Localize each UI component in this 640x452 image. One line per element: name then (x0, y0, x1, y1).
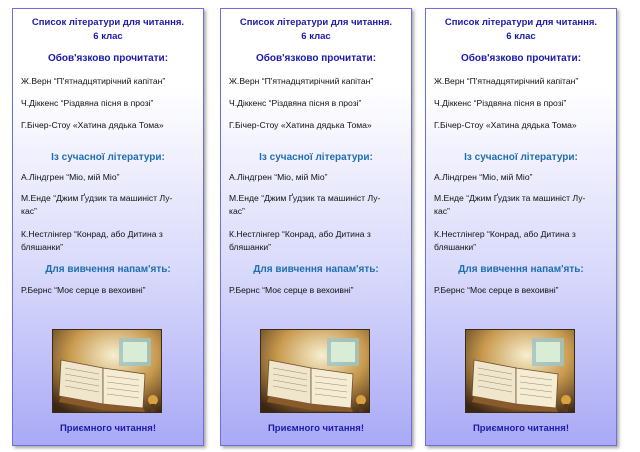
open-book-illustration (260, 329, 370, 413)
modern-item-line-1: М.Енде “Джим Ґудзик та машиніст Лу- (229, 193, 381, 203)
modern-item (229, 192, 405, 218)
modern-item (21, 171, 197, 184)
modern-item-line-1: К.Нестлінгер “Конрад, або Дитина з (21, 229, 163, 239)
title-line-2: 6 клас (506, 31, 536, 42)
card-title (13, 16, 203, 44)
modern-item (229, 171, 405, 184)
enjoy-reading-footer: Приємного читання! (267, 423, 365, 434)
modern-item (434, 192, 610, 218)
must-read-item: Ч.Діккенс “Різдвяна пісня в прозі” (434, 98, 567, 108)
modern-item (229, 228, 405, 254)
modern-item-line-1: М.Енде “Джим Ґудзик та машиніст Лу- (21, 193, 173, 203)
modern-item-line-1: К.Нестлінгер “Конрад, або Дитина з (434, 229, 576, 239)
modern-item (21, 228, 197, 254)
enjoy-reading-footer: Приємного читання! (59, 423, 157, 434)
memorize-heading: Для вивчення напам'ять: (253, 264, 379, 275)
open-book-icon (466, 330, 575, 413)
bookmark-card-3 (425, 8, 617, 446)
title-line-2: 6 клас (301, 31, 331, 42)
must-read-item: Г.Бічер-Стоу «Хатина дядька Тома» (21, 120, 164, 130)
card-title (426, 16, 616, 44)
modern-item-line-1: М.Енде “Джим Ґудзик та машиніст Лу- (434, 193, 586, 203)
bookmark-card-2 (220, 8, 412, 446)
title-line-1: Список літератури для читання. (239, 17, 393, 28)
memorize-heading: Для вивчення напам'ять: (458, 264, 584, 275)
bookmark-card-1 (12, 8, 204, 446)
must-read-item: Ж.Верн “П'ятнадцятирічний капітан” (21, 76, 166, 86)
modern-item-line-2: кас” (434, 206, 450, 216)
modern-item-line-2: кас” (21, 206, 37, 216)
modern-item-line-1: А.Ліндгрен “Міо, мій Міо” (229, 172, 328, 182)
must-read-heading: Обов'язково прочитати: (460, 53, 582, 64)
enjoy-reading-footer: Приємного читання! (472, 423, 570, 434)
open-book-illustration (465, 329, 575, 413)
memorize-item: Р.Бернс “Моє серце в вехоивні” (21, 285, 146, 295)
title-line-1: Список літератури для читання. (31, 17, 185, 28)
card-title (221, 16, 411, 44)
title-line-1: Список літератури для читання. (444, 17, 598, 28)
modern-item-line-1: К.Нестлінгер “Конрад, або Дитина з (229, 229, 371, 239)
modern-literature-heading: Із сучасної літератури: (51, 152, 165, 163)
open-book-icon (261, 330, 370, 413)
modern-item-line-2: бляшанки” (21, 242, 64, 252)
modern-literature-heading: Із сучасної літератури: (259, 152, 373, 163)
modern-item (434, 171, 610, 184)
modern-item-line-2: кас” (229, 206, 245, 216)
modern-item (21, 192, 197, 218)
modern-item-line-1: А.Ліндгрен “Міо, мій Міо” (434, 172, 533, 182)
modern-item-line-2: бляшанки” (229, 242, 272, 252)
memorize-item: Р.Бернс “Моє серце в вехоивні” (229, 285, 354, 295)
title-line-2: 6 клас (93, 31, 123, 42)
open-book-icon (53, 330, 162, 413)
must-read-item: Г.Бічер-Стоу «Хатина дядька Тома» (229, 120, 372, 130)
must-read-heading: Обов'язково прочитати: (47, 53, 169, 64)
modern-item (434, 228, 610, 254)
memorize-heading: Для вивчення напам'ять: (45, 264, 171, 275)
modern-item-line-1: А.Ліндгрен “Міо, мій Міо” (21, 172, 120, 182)
must-read-item: Ж.Верн “П'ятнадцятирічний капітан” (229, 76, 374, 86)
must-read-item: Ч.Діккенс “Різдвяна пісня в прозі” (21, 98, 154, 108)
memorize-item: Р.Бернс “Моє серце в вехоивні” (434, 285, 559, 295)
must-read-item: Ч.Діккенс “Різдвяна пісня в прозі” (229, 98, 362, 108)
modern-literature-heading: Із сучасної літератури: (464, 152, 578, 163)
open-book-illustration (52, 329, 162, 413)
modern-item-line-2: бляшанки” (434, 242, 477, 252)
must-read-heading: Обов'язково прочитати: (255, 53, 377, 64)
must-read-item: Ж.Верн “П'ятнадцятирічний капітан” (434, 76, 579, 86)
must-read-item: Г.Бічер-Стоу «Хатина дядька Тома» (434, 120, 577, 130)
